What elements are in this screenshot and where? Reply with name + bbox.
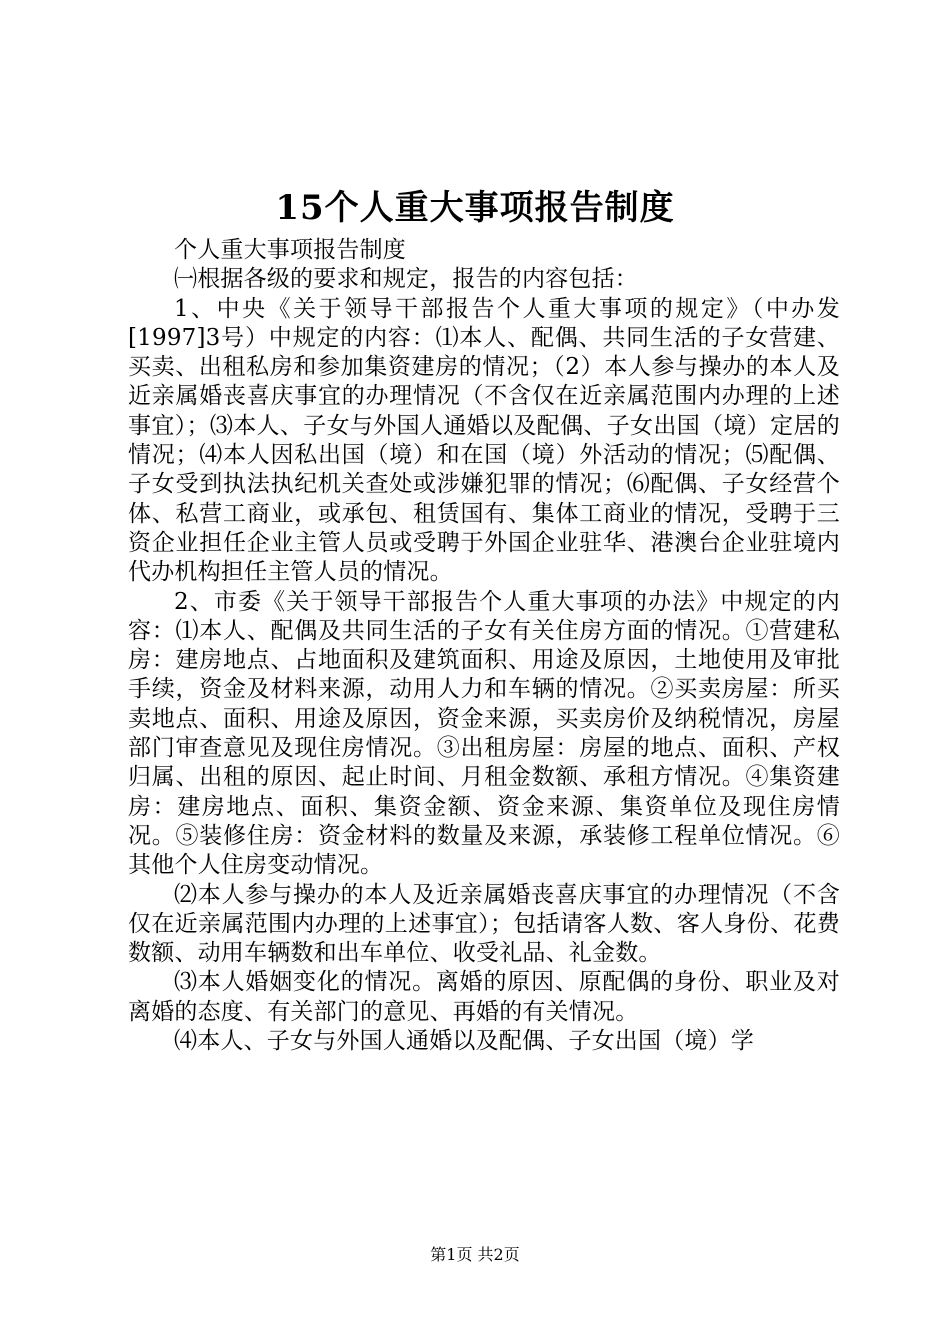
document-title: 15个人重大事项报告制度 xyxy=(275,188,675,228)
paragraph: ㈠根据各级的要求和规定，报告的内容包括： xyxy=(174,266,638,293)
document-body xyxy=(128,236,840,1056)
paragraph: 2、市委《关于领导干部报告个人重大事项的办法》中规定的内容：⑴本人、配偶及共同生活的子女有关住房方面的情况。①营建私房：建房地点、占地面积及建筑面积、用途及原因，土地使用及审批手续，资金及材料来源，动用人力和车辆的情况。②买卖房屋：所买卖地点、面积、用途及原因，资金来源，买卖房价及纳税情况，房屋部门审查意见及现住房情况。③出租房屋：房屋的地点、面积、产权归属、出租的原因、起止时间、月租金数额、承租方情况。④集资建房：建房地点、面积、集资金额、资金来源、集资单位及现住房情况。⑤装修住房：资金材料的数量及来源，承装修工程单位情况。⑥其他个人住房变动情况。 xyxy=(128,588,840,879)
paragraph: ⑶本人婚姻变化的情况。离婚的原因、原配偶的身份、职业及对离婚的态度、有关部门的意见、再婚的有关情况。 xyxy=(128,969,840,1025)
page-footer: 第1页 共2页 xyxy=(430,1245,520,1264)
paragraph: 1、中央《关于领导干部报告个人重大事项的规定》（中办发[1997]3号）中规定的内容：⑴本人、配偶、共同生活的子女营建、买卖、出租私房和参加集资建房的情况；（2）本人参与操办的本人及近亲属婚丧喜庆事宜的办理情况（不含仅在近亲属范围内办理的上述事宜）；⑶本人、子女与外国人通婚以及配偶、子女出国（境）定居的情况；⑷本人因私出国（境）和在国（境）外活动的情况；⑸配偶、子女受到执法执纪机关查处或涉嫌犯罪的情况；⑹配偶、子女经营个体、私营工商业，或承包、租赁国有、集体工商业的情况，受聘于三资企业担任企业主管人员或受聘于外国企业驻华、港澳台企业驻境内代办机构担任主管人员的情况。 xyxy=(128,295,840,586)
paragraph: ⑵本人参与操办的本人及近亲属婚丧喜庆事宜的办理情况（不含仅在近亲属范围内办理的上述事宜）；包括请客人数、客人身份、花费数额、动用车辆数和出车单位、收受礼品、礼金数。 xyxy=(128,881,840,967)
paragraph: 个人重大事项报告制度 xyxy=(174,237,406,263)
paragraph: ⑷本人、子女与外国人通婚以及配偶、子女出国（境）学 xyxy=(174,1028,754,1055)
